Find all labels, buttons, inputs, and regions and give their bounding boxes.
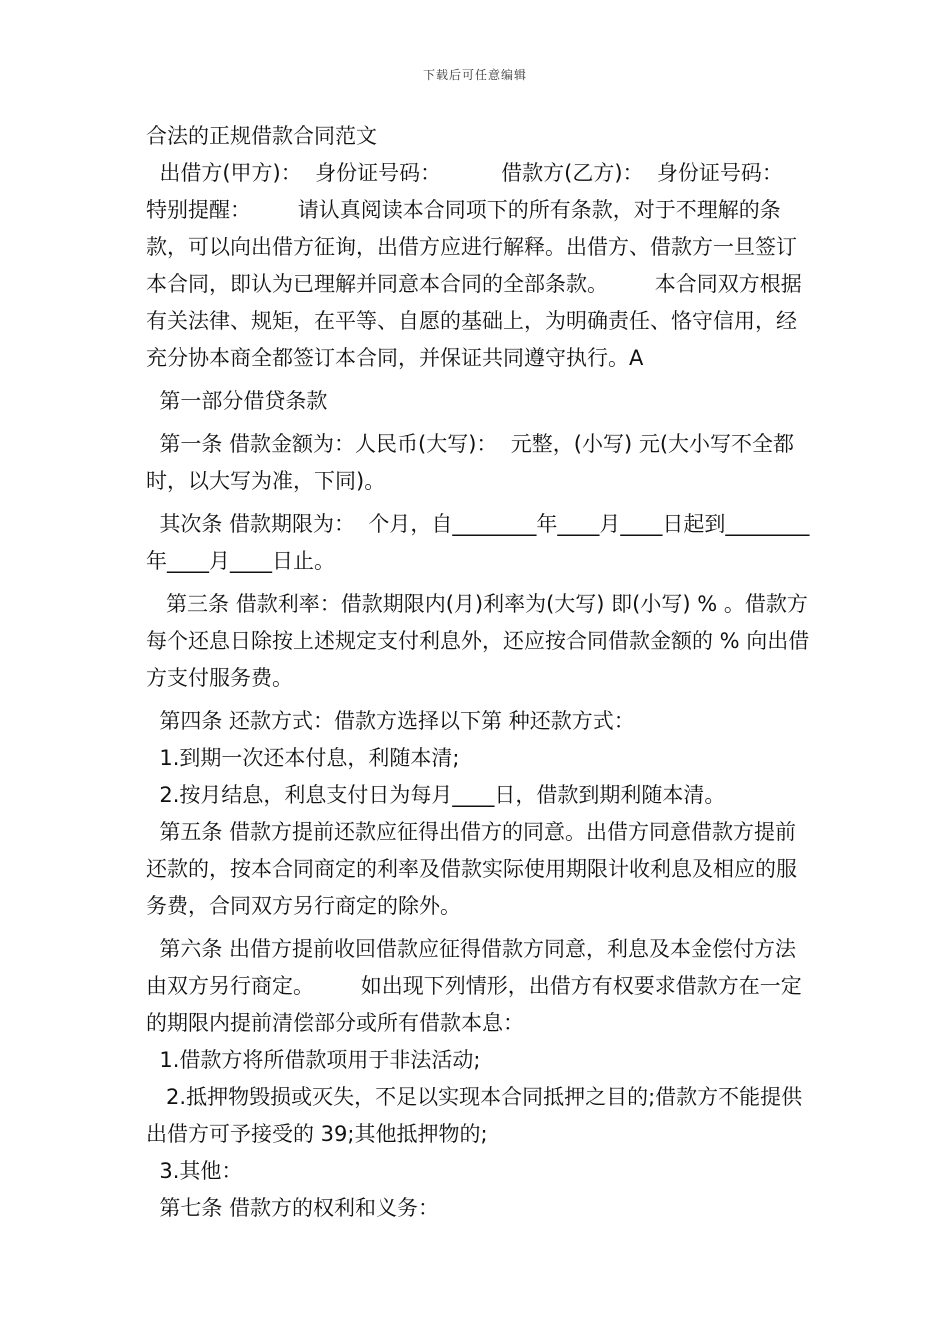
paragraph-article-4: 第四条 还款方式：借款方选择以下第 种还款方式： bbox=[146, 709, 635, 733]
paragraph-article-1: 第一条 借款金额为：人民币(大写)： 元整，(小写) 元(大小写不全都时，以大写为准，下同)。 bbox=[146, 432, 795, 493]
paragraph-article-6: 第六条 出借方提前收回借款应征得借款方同意，利息及本金偿付方法由双方另行商定。 如出现下列情形，出借方有权要求借款方在一定的期限内提前清偿部分或所有借款本息： bbox=[146, 937, 802, 1035]
paragraph-article-4-option-2: 2.按月结息，利息支付日为每月____日，借款到期利随本清。 bbox=[146, 783, 726, 807]
paragraph-article-5: 第五条 借款方提前还款应征得出借方的同意。出借方同意借款方提前还款的，按本合同商定的利率及借款实际使用期限计收利息及相应的服务费，合同双方另行商定的除外。 bbox=[146, 820, 797, 918]
paragraph-article-7: 第七条 借款方的权利和义务： bbox=[146, 1196, 440, 1220]
paragraph-article-4-option-1: 1.到期一次还本付息，利随本清; bbox=[146, 746, 460, 770]
paragraph-article-6-item-1: 1.借款方将所借款项用于非法活动; bbox=[146, 1048, 481, 1072]
document-title: 合法的正规借款合同范文 bbox=[146, 124, 377, 148]
paragraph-article-3: 第三条 借款利率：借款期限内(月)利率为(大写) 即(小写) % 。借款方每个还息日除按上述规定支付利息外，还应按合同借款金额的 % 向出借方支付服务费。 bbox=[146, 592, 810, 690]
document-body bbox=[146, 118, 810, 1227]
paragraph-article-2: 其次条 借款期限为： 个月，自________年____月____日起到________年____月____日止。 bbox=[146, 512, 810, 573]
paragraph-article-6-item-2: 2.抵押物毁损或灭失，不足以实现本合同抵押之目的;借款方不能提供出借方可予接受的 39;其他抵押物的; bbox=[146, 1085, 803, 1146]
paragraph-part-one-heading: 第一部分借贷条款 bbox=[146, 389, 328, 413]
page-header-note: 下载后可任意编辑 bbox=[422, 68, 527, 82]
paragraph-parties: 出借方(甲方)： 身份证号码： 借款方(乙方)： 身份证号码： bbox=[146, 161, 783, 185]
paragraph-reminder: 特别提醒： 请认真阅读本合同项下的所有条款，对于不理解的条款，可以向出借方征询，出借方应进行解释。出借方、借款方一旦签订本合同，即认为已理解并同意本合同的全部条款。 本合同双方根据有关法律、规矩，在平等、自愿的基础上，为明确责任、恪守信用，经充分协本商全都签订本合同，并保证共同遵守执行。A bbox=[146, 198, 802, 370]
paragraph-article-6-item-3: 3.其他： bbox=[146, 1159, 243, 1183]
